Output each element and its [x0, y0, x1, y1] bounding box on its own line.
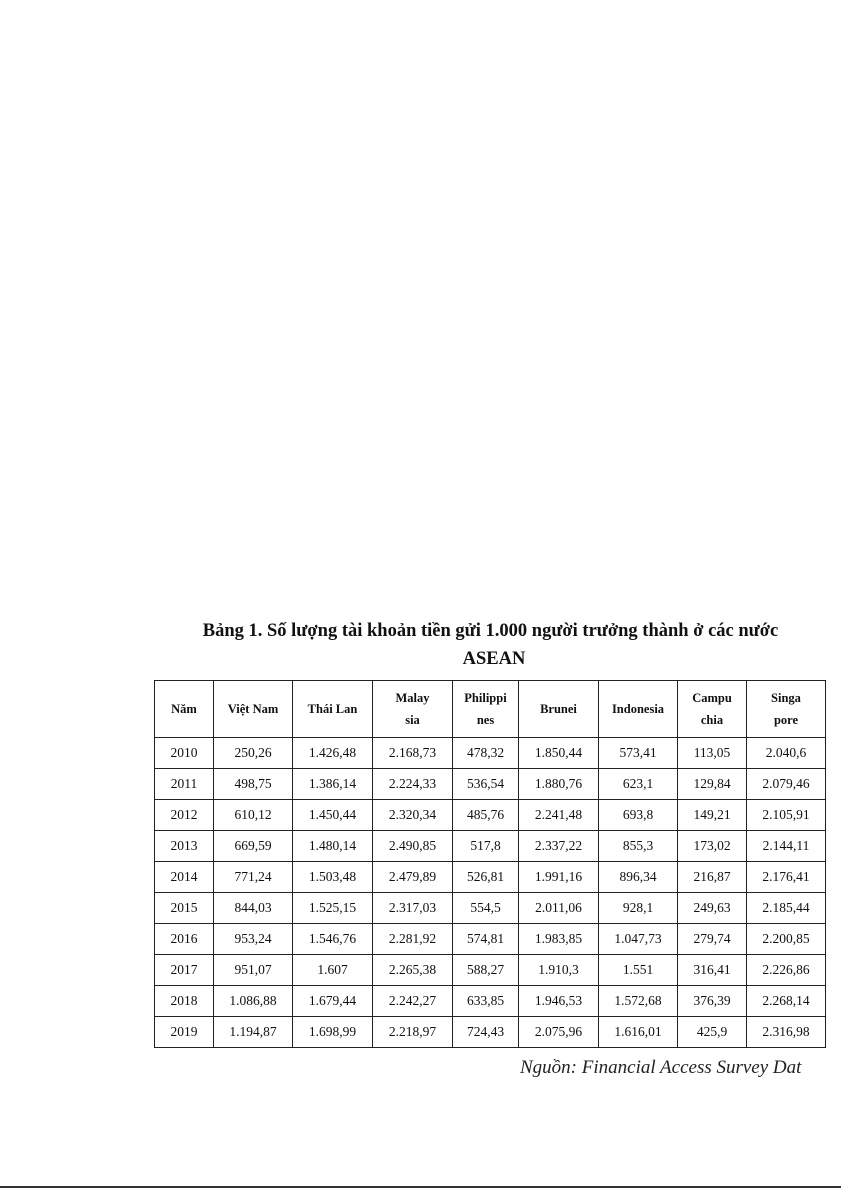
value-cell: 526,81: [453, 862, 519, 893]
value-cell: 2.176,41: [747, 862, 826, 893]
value-cell: 896,34: [599, 862, 678, 893]
value-cell: 771,24: [214, 862, 293, 893]
table-row: [155, 924, 826, 955]
value-cell: 113,05: [678, 738, 747, 769]
value-cell: 724,43: [453, 1017, 519, 1048]
year-cell: 2013: [155, 831, 214, 862]
value-cell: 2.226,86: [747, 955, 826, 986]
table-row: [155, 769, 826, 800]
deposit-accounts-table: [154, 680, 826, 1048]
value-cell: 574,81: [453, 924, 519, 955]
year-cell: 2014: [155, 862, 214, 893]
value-cell: 2.268,14: [747, 986, 826, 1017]
value-cell: 2.200,85: [747, 924, 826, 955]
value-cell: 2.168,73: [373, 738, 453, 769]
value-cell: 2.218,97: [373, 1017, 453, 1048]
value-cell: 517,8: [453, 831, 519, 862]
value-cell: 1.946,53: [519, 986, 599, 1017]
table-row: [155, 831, 826, 862]
value-cell: 669,59: [214, 831, 293, 862]
year-cell: 2015: [155, 893, 214, 924]
column-header: [293, 681, 373, 738]
table-title: Bảng 1. Số lượng tài khoản tiền gửi 1.000 người trưởng thành ở các nước: [202, 621, 779, 641]
column-header: [519, 681, 599, 738]
year-cell: 2010: [155, 738, 214, 769]
table-row: [155, 862, 826, 893]
value-cell: 1.480,14: [293, 831, 373, 862]
value-cell: 1.991,16: [519, 862, 599, 893]
table-row: [155, 1017, 826, 1048]
column-header-text: Malay: [395, 691, 430, 705]
value-cell: 2.490,85: [373, 831, 453, 862]
page-bottom-rule: [0, 1186, 841, 1188]
value-cell: 2.241,48: [519, 800, 599, 831]
value-cell: 855,3: [599, 831, 678, 862]
value-cell: 173,02: [678, 831, 747, 862]
value-cell: 1.386,14: [293, 769, 373, 800]
value-cell: 2.075,96: [519, 1017, 599, 1048]
value-cell: 1.880,76: [519, 769, 599, 800]
column-header-text: Việt Nam: [227, 702, 279, 716]
value-cell: 1.572,68: [599, 986, 678, 1017]
column-header-text: pore: [773, 713, 799, 727]
source-note: Nguồn: Financial Access Survey Dat: [520, 1057, 802, 1078]
value-cell: 1.503,48: [293, 862, 373, 893]
value-cell: 249,63: [678, 893, 747, 924]
value-cell: 2.320,34: [373, 800, 453, 831]
value-cell: 633,85: [453, 986, 519, 1017]
value-cell: 425,9: [678, 1017, 747, 1048]
column-header: [747, 681, 826, 738]
table-row: [155, 800, 826, 831]
value-cell: 498,75: [214, 769, 293, 800]
value-cell: 1.551: [599, 955, 678, 986]
value-cell: 1.616,01: [599, 1017, 678, 1048]
column-header: [155, 681, 214, 738]
value-cell: 1.983,85: [519, 924, 599, 955]
value-cell: 1.450,44: [293, 800, 373, 831]
value-cell: 250,26: [214, 738, 293, 769]
column-header: [599, 681, 678, 738]
year-cell: 2011: [155, 769, 214, 800]
table-title-continued: ASEAN: [462, 649, 526, 669]
column-header-text: Brunei: [540, 702, 577, 716]
value-cell: 554,5: [453, 893, 519, 924]
column-header-text: Indonesia: [611, 702, 665, 716]
column-header-text: nes: [476, 713, 495, 727]
year-cell: 2019: [155, 1017, 214, 1048]
year-cell: 2017: [155, 955, 214, 986]
value-cell: 1.047,73: [599, 924, 678, 955]
value-cell: 2.144,11: [747, 831, 826, 862]
value-cell: 1.086,88: [214, 986, 293, 1017]
value-cell: 1.194,87: [214, 1017, 293, 1048]
year-cell: 2018: [155, 986, 214, 1017]
table-row: [155, 955, 826, 986]
value-cell: 1.546,76: [293, 924, 373, 955]
value-cell: 129,84: [678, 769, 747, 800]
value-cell: 588,27: [453, 955, 519, 986]
value-cell: 2.011,06: [519, 893, 599, 924]
column-header: [373, 681, 453, 738]
value-cell: 2.040,6: [747, 738, 826, 769]
value-cell: 610,12: [214, 800, 293, 831]
value-cell: 2.281,92: [373, 924, 453, 955]
value-cell: 1.850,44: [519, 738, 599, 769]
column-header: [214, 681, 293, 738]
value-cell: 693,8: [599, 800, 678, 831]
column-header-text: sia: [405, 713, 420, 727]
year-cell: 2012: [155, 800, 214, 831]
year-cell: 2016: [155, 924, 214, 955]
value-cell: 2.079,46: [747, 769, 826, 800]
value-cell: 1.698,99: [293, 1017, 373, 1048]
column-header: [453, 681, 519, 738]
value-cell: 279,74: [678, 924, 747, 955]
value-cell: 485,76: [453, 800, 519, 831]
value-cell: 573,41: [599, 738, 678, 769]
value-cell: 2.265,38: [373, 955, 453, 986]
value-cell: 1.426,48: [293, 738, 373, 769]
table-row: [155, 893, 826, 924]
table-body: [155, 738, 826, 1048]
column-header-text: Philippi: [464, 691, 507, 705]
column-header-text: Campu: [692, 691, 732, 705]
value-cell: 928,1: [599, 893, 678, 924]
value-cell: 951,07: [214, 955, 293, 986]
value-cell: 2.479,89: [373, 862, 453, 893]
table-row: [155, 738, 826, 769]
column-header-text: Thái Lan: [307, 702, 358, 716]
column-header-text: Singa: [771, 691, 801, 705]
value-cell: 2.317,03: [373, 893, 453, 924]
value-cell: 376,39: [678, 986, 747, 1017]
table-row: [155, 986, 826, 1017]
value-cell: 1.679,44: [293, 986, 373, 1017]
value-cell: 623,1: [599, 769, 678, 800]
value-cell: 536,54: [453, 769, 519, 800]
value-cell: 149,21: [678, 800, 747, 831]
column-header-text: Năm: [171, 702, 197, 716]
value-cell: 2.105,91: [747, 800, 826, 831]
column-header: [678, 681, 747, 738]
value-cell: 2.224,33: [373, 769, 453, 800]
value-cell: 478,32: [453, 738, 519, 769]
value-cell: 1.607: [293, 955, 373, 986]
value-cell: 953,24: [214, 924, 293, 955]
value-cell: 1.910,3: [519, 955, 599, 986]
value-cell: 216,87: [678, 862, 747, 893]
value-cell: 2.316,98: [747, 1017, 826, 1048]
value-cell: 1.525,15: [293, 893, 373, 924]
value-cell: 316,41: [678, 955, 747, 986]
value-cell: 2.337,22: [519, 831, 599, 862]
value-cell: 844,03: [214, 893, 293, 924]
table-header-row: [155, 681, 826, 738]
column-header-text: chia: [700, 713, 724, 727]
value-cell: 2.242,27: [373, 986, 453, 1017]
value-cell: 2.185,44: [747, 893, 826, 924]
